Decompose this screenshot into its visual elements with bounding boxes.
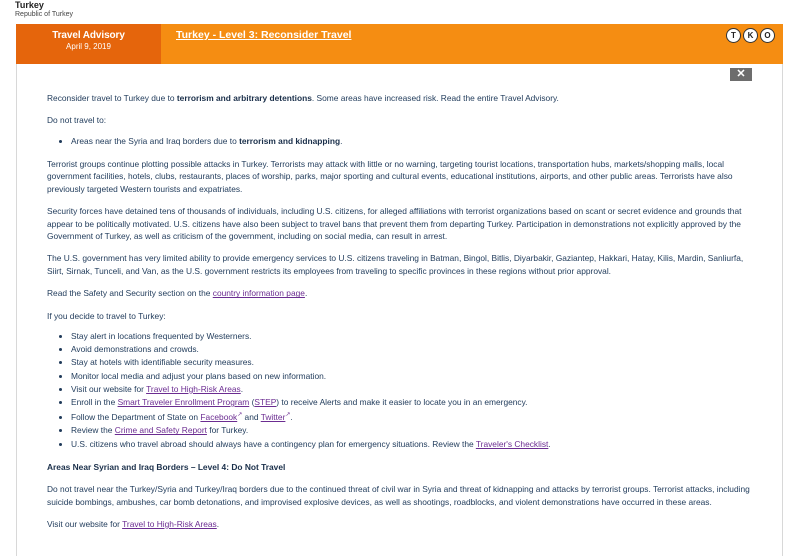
facebook-link[interactable]: Facebook — [200, 412, 238, 423]
high-risk-areas-link[interactable]: Travel to High-Risk Areas — [122, 518, 217, 529]
country-information-link[interactable]: country information page — [212, 288, 305, 299]
list-item: • Areas near the Syria and Iraq borders due to terrorism and kidnapping. — [71, 135, 752, 148]
step-link[interactable]: STEP — [254, 397, 277, 408]
advisory-panel — [16, 64, 783, 556]
advisory-banner — [16, 24, 783, 64]
advisory-level-link[interactable]: Turkey - Level 3: Reconsider Travel — [176, 29, 352, 41]
if-you-travel-intro: If you decide to travel to Turkey: — [47, 310, 166, 321]
border-areas-paragraph: Do not travel near the Turkey/Syria and Turkey/Iraq borders due to the continued threat of civil war in Syria and threat of kidnapping and attacks by terrorist groups. Terrorist attacks, including suicide bombings, ambushes, car bomb detonations, and improvised explosive devices, as well as shootings, roadblocks, and violent demonstrations have occurred in these areas. — [47, 484, 750, 507]
terrorism-badge-icon: T — [726, 28, 741, 43]
close-icon[interactable]: ✕ — [730, 68, 752, 81]
detention-paragraph: Security forces have detained tens of thousands of individuals, including U.S. citizens, for alleged affiliations with terrorist organizations based on scant or secret evidence and grounds that appear to be politically motivated. U.S. citizens have also been subject to travel bans that prevent them from departing Turkey. Participation in demonstrations not explicitly approved by the Government of Turkey, as well as criticism of the government, including on social media, can result in arrest. — [47, 206, 742, 242]
travel-tips-list — [47, 330, 752, 451]
safety-section-paragraph: Read the Safety and Security section on the country information page. — [47, 288, 308, 299]
high-risk-areas-link[interactable]: Travel to High-Risk Areas — [146, 383, 241, 394]
list-item: • Avoid demonstrations and crowds. — [71, 343, 752, 356]
list-item: • Visit our website for Travel to High-Risk Areas. — [71, 383, 752, 396]
crime-safety-report-link[interactable]: Crime and Safety Report — [114, 425, 207, 436]
terrorism-paragraph: Terrorist groups continue plotting possible attacks in Turkey. Terrorists may attack with little or no warning, targeting tourist locations, transportation hubs, markets/shopping malls, local government facilities, hotels, clubs, restaurants, places of worship, parks, major sporting and cultural events, educational institutions, airports, and other public areas. Terrorists have also previously targeted Western tourists and expatriates. — [47, 159, 733, 194]
list-item: • Stay at hotels with identifiable security measures. — [71, 356, 752, 369]
list-item: • Stay alert in locations frequented by Westerners. — [71, 330, 752, 343]
list-item: • Enroll in the Smart Traveler Enrollment Program (STEP) to receive Alerts and make it easier to locate you in an emergency. — [71, 396, 752, 409]
country-subtitle: Republic of Turkey — [15, 11, 73, 18]
external-link-icon: ↗ — [237, 412, 243, 419]
emergency-services-paragraph: The U.S. government has very limited ability to provide emergency services to U.S. citizens traveling in Batman, Bingol, Bitlis, Diyarbakir, Gaziantep, Hakkari, Hatay, Kilis, Mardin, Sanliurfa, Siirt, Sirnak, Tunceli, and Van, as the U.S. government restricts its employees from traveling to specific provinces in these regions without prior approval. — [47, 253, 744, 276]
high-risk-visit-paragraph: Visit our website for Travel to High-Risk Areas. — [47, 518, 220, 529]
summary-paragraph: Reconsider travel to Turkey due to terrorism and arbitrary detentions. Some areas have increased risk. Read the entire Travel Advisory. — [47, 93, 559, 103]
list-item: • U.S. citizens who travel abroad should always have a contingency plan for emergency situations. Review the Traveler's Checklist. — [71, 438, 752, 451]
twitter-link[interactable]: Twitter — [260, 412, 286, 423]
section-heading: Areas Near Syrian and Iraq Borders – Level 4: Do Not Travel — [47, 461, 286, 472]
external-link-icon: ↗ — [285, 412, 291, 419]
travelers-checklist-link[interactable]: Traveler's Checklist — [475, 438, 549, 449]
advisory-label: Travel Advisory — [52, 30, 125, 41]
list-item: • Monitor local media and adjust your plans based on new information. — [71, 370, 752, 383]
other-badge-icon: O — [760, 28, 775, 43]
page-header — [15, 0, 73, 19]
advisory-content — [47, 92, 752, 540]
risk-indicator-badges — [726, 28, 775, 43]
advisory-date: April 9, 2019 — [66, 42, 111, 51]
kidnapping-badge-icon: K — [743, 28, 758, 43]
do-not-travel-list — [47, 135, 752, 148]
step-program-link[interactable]: Smart Traveler Enrollment Program — [117, 397, 250, 408]
list-item: • Follow the Department of State on Facebook↗ and Twitter↗. — [71, 409, 752, 424]
advisory-label-box — [16, 24, 161, 64]
do-not-travel-intro: Do not travel to: — [47, 115, 107, 126]
list-item: • Review the Crime and Safety Report for Turkey. — [71, 424, 752, 437]
country-title: Turkey — [15, 0, 44, 10]
